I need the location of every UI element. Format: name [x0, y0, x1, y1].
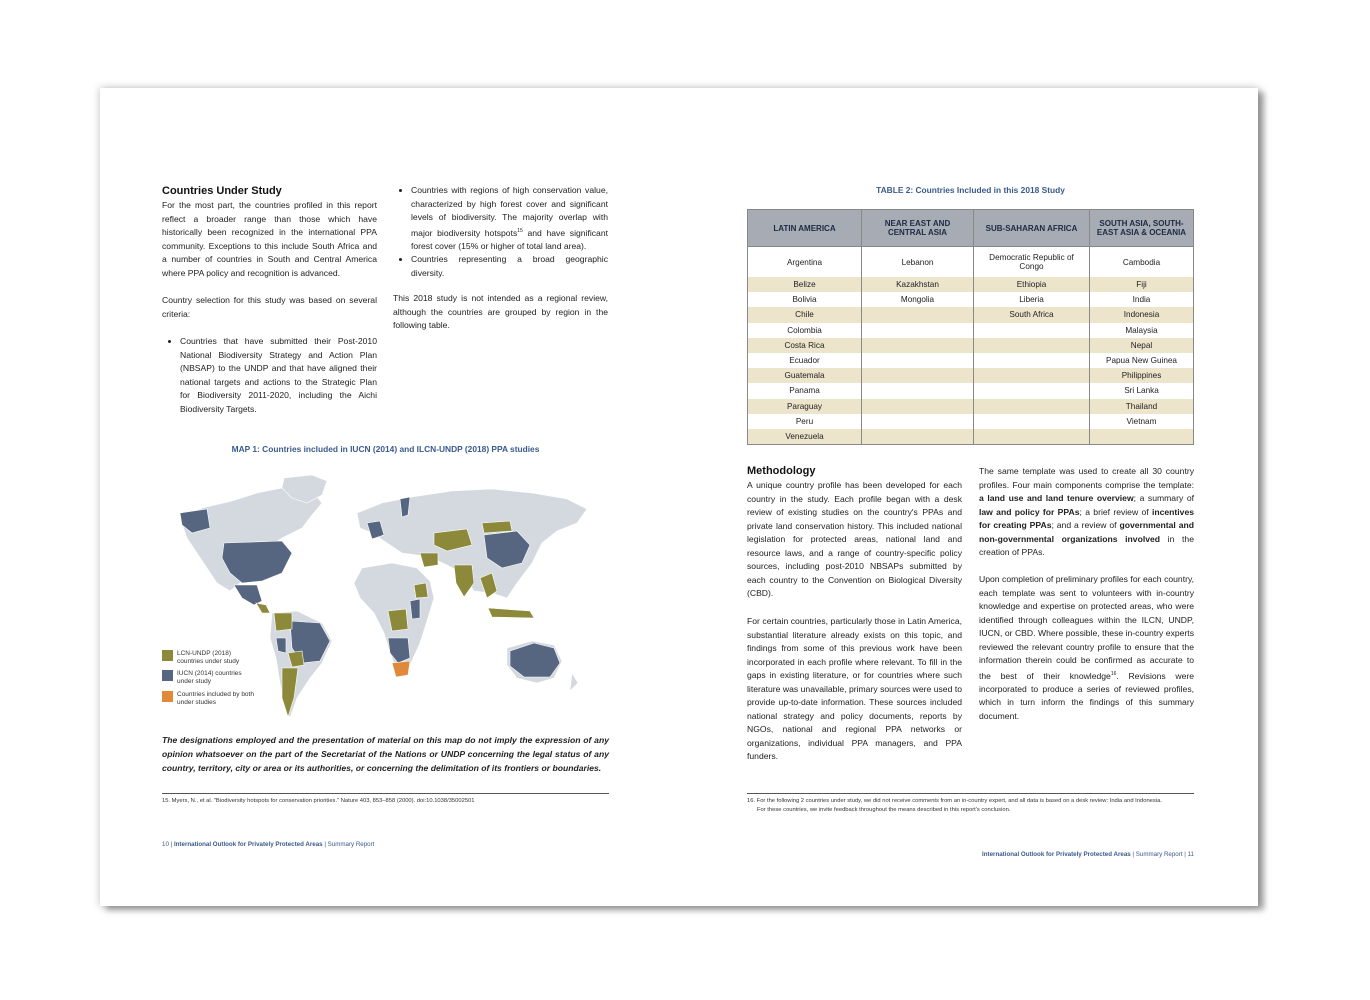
table-cell: [974, 429, 1090, 445]
table-cell: Ecuador: [748, 353, 862, 368]
table-cell: Sri Lanka: [1090, 383, 1194, 398]
table-cell: Lebanon: [862, 247, 974, 278]
methodology-p1: A unique country profile has been developed for each country in the study. Each profile began with a desk review of existing studies on the country's PPAs and private land conservation history. This included national legislation for protected areas, national land and resource laws, and a range of country-specific policy sources, including post-2010 NBSAPs submitted by each country to the Convention on Biological Diversity (CBD).: [747, 480, 962, 598]
table-cell: South Africa: [974, 307, 1090, 322]
countries-table: [747, 209, 1194, 445]
footer-title-right: International Outlook for Privately Protected Areas: [982, 851, 1131, 858]
table-cell: Philippines: [1090, 368, 1194, 383]
legend-item-iucn: [162, 670, 257, 685]
criteria-bullet-nbsap: • Countries that have submitted their Post-2010 National Biodiversity Strategy and Action Plan (NBSAP) to the UNDP and that have aligned their national targets and actions to the Strategic Plan for Biodiversity 2011-2020, including the Aichi Biodiversity Targets.: [180, 335, 377, 416]
footer-sub-right: Summary Report: [1135, 851, 1183, 858]
table-cell: Ethiopia: [974, 277, 1090, 292]
table-cell: [974, 368, 1090, 383]
footnote-ref-16[interactable]: 16: [1110, 670, 1117, 677]
colombia-shape: [274, 613, 292, 631]
table-cell: Vietnam: [1090, 414, 1194, 429]
indonesia-shape: [488, 608, 534, 618]
table-cell: [974, 383, 1090, 398]
southern-africa-blue-shape: [388, 638, 410, 663]
legend-item-both: [162, 691, 267, 706]
table-cell: Belize: [748, 277, 862, 292]
table-cell: Panama: [748, 383, 862, 398]
footnote-16-line2: For these countries, we invite feedback throughout the means described in this report's conclusion.: [757, 807, 1011, 813]
legend-label-both: Countries included by both under studies: [177, 691, 254, 706]
table-cell: [862, 383, 974, 398]
table-cell: Bolivia: [748, 292, 862, 307]
table-cell: [974, 338, 1090, 353]
legend-label-iucn: IUCN (2014) countries under study: [177, 670, 242, 685]
table-cell: Liberia: [974, 292, 1090, 307]
table-row: [748, 368, 1194, 383]
legend-swatch-both: [162, 691, 173, 702]
table-cell: [862, 323, 974, 338]
table-cell: [974, 353, 1090, 368]
table-cell: Venezuela: [748, 429, 862, 445]
table-caption: TABLE 2: Countries Included in this 2018 Study: [876, 185, 1065, 195]
table-cell: Indonesia: [1090, 307, 1194, 322]
footnote-16: [747, 797, 1194, 815]
criteria-paragraph: Country selection for this study was based on several criteria:: [162, 295, 377, 319]
criteria-list-2: [393, 184, 608, 280]
table-cell: [862, 368, 974, 383]
col-near-east: NEAR EAST AND CENTRAL ASIA: [862, 210, 974, 247]
table-row: [748, 383, 1194, 398]
m3-bold-4: governmental and non-governmental organizations involved: [979, 520, 1194, 544]
table-cell: [974, 399, 1090, 414]
legend-label-ilcn: LCN-UNDP (2018) countries under study: [177, 650, 240, 665]
table-cell: Costa Rica: [748, 338, 862, 353]
east-africa-blue-shape: [410, 599, 420, 619]
left-page-footer: 10 | International Outlook for Privately Protected Areas | Summary Report: [162, 841, 375, 848]
table-cell: [974, 414, 1090, 429]
footnote-rule-left: [162, 793, 609, 794]
table-cell: [974, 323, 1090, 338]
methodology-p2: For certain countries, particularly those in Latin America, substantial literature already exists on this topic, and findings from some of this previous work have been incorporated in each profile where relevant. To fill in the gaps in existing literature, or for countries where such literature was unavailable, primary sources were used to provide up-to-date information. These sources included national strategy and policy documents, reports by NGOs, national and regional PPA networks or organizations, individual PPA managers, and PPA funders.: [747, 616, 962, 761]
table-cell: Peru: [748, 414, 862, 429]
table-row: [748, 429, 1194, 445]
footer-sub-left: Summary Report: [327, 841, 375, 848]
world-map: [162, 473, 602, 723]
table-cell: Paraguay: [748, 399, 862, 414]
footnote-16-line1: 16. For the following 2 countries under study, we did not receive comments from an in-country expert, and all data is based on a desk review: India and Indonesia.: [747, 798, 1162, 804]
table-row: [748, 353, 1194, 368]
m4-text-a: Upon completion of preliminary profiles for each country, each template was sent to volunteers with in-country knowledge and expertise on protected areas, who were identified through colleagues within the ILCN, UNDP, IUCN, or CBD. Where possible, these in-country experts reviewed the relevant country profile to ensure that the information therein could be confirmed as accurate to the best of their knowledge: [979, 574, 1194, 681]
bullet2-text-end: and have significant forest cover (15% or higher of total land area).: [411, 227, 608, 251]
table-row: [748, 277, 1194, 292]
methodology-heading: Methodology: [747, 465, 816, 477]
table-cell: Chile: [748, 307, 862, 322]
table-cell: Democratic Republic of Congo: [974, 247, 1090, 278]
m3-text-a: The same template was used to create all 30 country profiles. Four main components comprise the template:: [979, 466, 1194, 490]
m3-bold-3: incentives for creating PPAs: [979, 506, 1195, 530]
middle-east-shape: [420, 553, 438, 567]
nz-shape: [570, 673, 578, 691]
table-cell: Cambodia: [1090, 247, 1194, 278]
page-number-right: 11: [1187, 851, 1194, 858]
methodology-p4: [979, 573, 1194, 723]
table-cell: India: [1090, 292, 1194, 307]
table-cell: Nepal: [1090, 338, 1194, 353]
m3-bold-2: law and policy for PPAs: [979, 506, 1080, 517]
table-header-row: [748, 210, 1194, 247]
table-cell: Guatemala: [748, 368, 862, 383]
table-row: [748, 338, 1194, 353]
right-page-footer: International Outlook for Privately Protected Areas | Summary Report | 11: [982, 851, 1194, 858]
m3-bold-1: a land use and land tenure overview: [979, 493, 1134, 503]
m3-text-d: ; a brief review of: [1079, 506, 1152, 517]
central-america-shape: [256, 603, 270, 613]
table-row: [748, 414, 1194, 429]
table-row: [748, 307, 1194, 322]
table-cell: Argentina: [748, 247, 862, 278]
intro-paragraph: For the most part, the countries profiled in this report reflect a broader range than those which have historically been recognized in the international PPA community. Exceptions to this include South Africa and a number of countries in South and Central America where PPA policy and recognition is advanced.: [162, 200, 377, 278]
table-cell: [862, 414, 974, 429]
table-row: [748, 323, 1194, 338]
legend-swatch-ilcn: [162, 650, 173, 661]
col-latin-america: LATIN AMERICA: [748, 210, 862, 247]
footnote-rule-right: [747, 793, 1194, 794]
m4-text-b: . Revisions were incorporated to produce a series of reviewed profiles, which in turn inform the findings of this summary document.: [979, 670, 1195, 721]
criteria-bullet-conservation: [411, 184, 608, 253]
table-cell: Fiji: [1090, 277, 1194, 292]
methodology-p3: [979, 465, 1194, 560]
legend-swatch-iucn: [162, 670, 173, 681]
south-africa-shape: [392, 661, 410, 677]
table-cell: Thailand: [1090, 399, 1194, 414]
book-spread: [100, 88, 1258, 906]
table-row: [748, 292, 1194, 307]
footnote-15: 15. Myers, N., et al. "Biodiversity hotspots for conservation priorities." Nature 403, 853–858 (2000). doi:10.1038/35002501: [162, 798, 475, 804]
map-caption: MAP 1: Countries included in IUCN (2014) and ILCN-UNDP (2018) PPA studies: [231, 444, 540, 454]
table-body: [748, 247, 1194, 445]
m3-text-f: in the creation of PPAs.: [979, 533, 1194, 557]
m3-text-c: ; a summary of: [1133, 493, 1194, 503]
ethiopia-shape: [414, 583, 428, 598]
table-cell: Mongolia: [862, 292, 974, 307]
table-cell: [862, 399, 974, 414]
table-cell: Colombia: [748, 323, 862, 338]
table-row: [748, 247, 1194, 278]
criteria-bullet-geographic: • Countries representing a broad geographic diversity.: [411, 253, 608, 280]
legend-item-ilcn: [162, 650, 257, 665]
table-row: [748, 399, 1194, 414]
countries-heading: Countries Under Study: [162, 185, 282, 197]
col-sub-saharan: SUB-SAHARAN AFRICA: [974, 210, 1090, 247]
footer-title-left: International Outlook for Privately Protected Areas: [173, 841, 323, 848]
bullet2-text: Countries with regions of high conservation value, characterized by high forest cover and significant levels of biodiversity. The majority overlap with major biodiversity hotspots: [411, 185, 608, 238]
table-cell: [1090, 429, 1194, 445]
table-cell: [862, 353, 974, 368]
mexico-shape: [234, 585, 262, 605]
criteria-list-1: [162, 335, 377, 416]
col-south-asia: SOUTH ASIA, SOUTH-EAST ASIA & OCEANIA: [1090, 210, 1194, 247]
page-number-left: 10: [162, 841, 169, 848]
table-cell: [862, 429, 974, 445]
table-cell: [862, 307, 974, 322]
left-page: [100, 88, 679, 906]
india-shape: [454, 565, 474, 597]
m3-text-e: ; and a review of: [1051, 520, 1120, 530]
regional-note: This 2018 study is not intended as a regional review, although the countries are grouped by region in the following table.: [393, 293, 608, 330]
map-disclaimer: The designations employed and the presentation of material on this map do not imply the expression of any opinion whatsoever on the part of the Secretariat of the Nations or UNDP concerning the legal status of any country, territory, city or area or its authorities, or concerning the delimitation of its frontiers or boundaries.: [162, 735, 609, 773]
table-cell: Malaysia: [1090, 323, 1194, 338]
table-cell: Papua New Guinea: [1090, 353, 1194, 368]
table-cell: [862, 338, 974, 353]
table-cell: Kazakhstan: [862, 277, 974, 292]
footnote-ref-15[interactable]: 15: [517, 227, 523, 234]
mongolia-shape: [482, 521, 512, 533]
